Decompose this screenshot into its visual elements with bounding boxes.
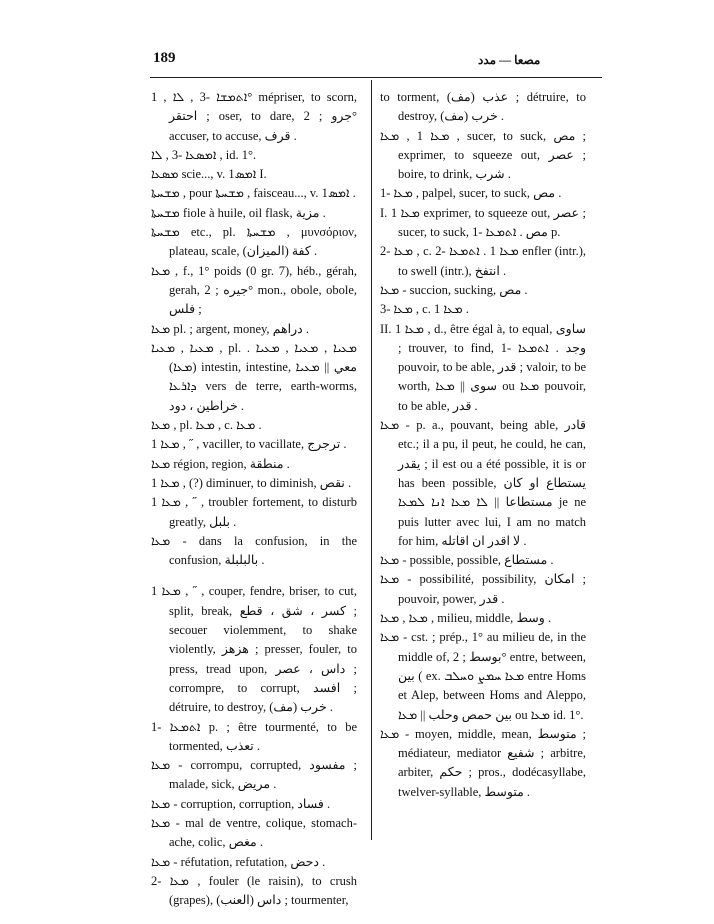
- dictionary-entry: II. ܡܥܐ 1 , d., être égal à, to equal, ساوى ; trouver, to find, وجد . ܐܬܡܥܐ -1 pouvoir, to be able, قدر ; valoir, to be worth, سوى || ܡܥܐ ou ܡܥܐ pouvoir, to be able, قدر .: [380, 321, 586, 413]
- dictionary-entry: ܡܥܐ - corruption, corruption, فساد .: [151, 796, 331, 811]
- dictionary-entry: ܡܥܐ -2 , c. ܡܥܐ 1 . ܐܬܡܥܐ -2 enfler (intr.), to swell (intr.), انتفخ .: [380, 244, 586, 278]
- dictionary-entry: ܡܥܐ - corrompu, corrupted, مفسود ; malade, sick, مريض .: [151, 758, 357, 792]
- dictionary-entry: ܡܥܐ 1 , ܡܥܐ , sucer, to suck, مص ; exprimer, to squeeze out, عصر ; boire, to drink, شرب .: [380, 128, 586, 182]
- dictionary-entry: ܡܥܐ - mal de ventre, colique, stomach-ache, colic, مغص .: [151, 815, 357, 850]
- dictionary-entry: ܡܥܐ 1 , ˝ , vaciller, to vacillate, ترجرج .: [151, 437, 347, 452]
- dictionary-entry: I. ܡܥܐ 1 exprimer, to squeeze out, عصر ; sucer, to suck, مص . ܐܬܡܥܐ -1 p.: [380, 205, 586, 240]
- dictionary-entry: ܡܥܐ pl. ; argent, money, دراهم .: [151, 321, 309, 336]
- dictionary-entry: ܡܥܐ - moyen, middle, mean, متوسط ; médiateur, mediator شفيع ; arbitre, arbiter, حكم ; pros., dodécasyllabe, twelver-syllable, متوسط .: [380, 726, 587, 799]
- dictionary-entry: ܡܥܐ 1 , (?) diminuer, to diminish, نقص .: [151, 475, 352, 490]
- dictionary-entry: ܡܥܐ -2 , fouler (le raisin), to crush (grapes), داس (العنب) ; tourmenter,: [151, 873, 357, 908]
- dictionary-entry: ܡܥܐ - réfutation, refutation, دحض .: [151, 854, 326, 869]
- page-number: 189: [153, 50, 176, 66]
- header-rule: [150, 77, 602, 78]
- left-column: [151, 88, 357, 910]
- dictionary-entry: 1 ܡܥܐ , ˝ , couper, fendre, briser, to cut, split, break, كسر ، شق ، قطع ; secouer violemment, to shake violently, هزهز ; presser, fouler, to press, tread upon, داس ، عصر ; corrompre, to corrupt, افسد ; détruire, to destroy, خرب (مف) .: [151, 584, 358, 715]
- dictionary-entry: ܡܥܐ - succion, sucking, مص .: [380, 282, 528, 297]
- dictionary-entry: ܡܥܐ - possibilité, possibility, امكان ; pouvoir, power, قدر .: [380, 572, 586, 606]
- dictionary-entry: ܡܥܐ , pl. ܡܥܐ , c. ܡܥܐ .: [151, 418, 262, 433]
- dictionary-entry: ܡܥܐ - p. a., pouvant, being able, قادر etc.; il a pu, il peut, he could, he can, يقدر ; il est ou a été possible, it is or has been possible, يستطاع او كان مستطاعا || ܠܐ ܡܥܐ ܐܢܐ ܠܡܥܐ je ne puis lutter avec lui, I am no match for him, لا اقدر ان اقاتله .: [380, 418, 587, 548]
- dictionary-entry: ܡܣܥܐ scie..., v. 1ܐܡܣ I.: [151, 167, 267, 182]
- dictionary-entry: ܡܥܝܐ , ܡܥܝܐ , pl. ܡܥܝܐ , ܡܥܝܐ , ܡܥܝܐ . (ܡܥܐ) intestin, intestine, معي || ܡܥܝܐ ܕܐܪܥܐ vers de terre, earth-worms, خراطين ، دود .: [151, 340, 357, 413]
- dictionary-entry: ܡܫܚܬܐ fiole à huile, oil flask, مزية .: [151, 205, 326, 220]
- right-column: [380, 88, 586, 802]
- dictionary-entry: ܐܡܣܥܐ -3 , ܠܐ , id. 1°.: [151, 147, 257, 162]
- running-head: مصعا — مدد: [478, 53, 541, 67]
- dictionary-entry: ܡܥܐ 1 , ˝ , troubler fortement, to disturb greatly, بلبل .: [151, 495, 357, 529]
- dictionary-entry: ܡܫܚܬܐ etc., pl. ܡܫܚܬܐ , μυνσόριον, plateau, scale, كفة (الميزان) .: [151, 225, 357, 259]
- dictionary-entry: ܡܥܐ , f., 1° poids (0 gr. 7), héb., gérah, gerah, جيره ; 2° mon., obole, obole, فلس ;: [151, 263, 358, 317]
- dictionary-entry: ܡܥܐ - cst. ; prép., 1° au milieu de, in the middle of, بوسط ; 2° entre, between, بين ( ex. ܡܥܐ ܚܡܨ ܘܚܠܒ entre Homs et Alep, between Homs and Aleppo, بين حمص وحلب || ܡܥܐ ou ܡܥܐ id. 1°.: [380, 630, 586, 722]
- dictionary-entry: ܡܥܐ , ܡܥܐ , milieu, middle, وسط .: [380, 611, 552, 626]
- dictionary-entry: ܡܥܐ région, region, منطقة .: [151, 456, 290, 471]
- dictionary-entry: ܡܥܐ - dans la confusion, in the confusion, بالبلبلة .: [151, 533, 357, 568]
- dictionary-entry: ܡܥܐ - possible, possible, مستطاع .: [380, 553, 554, 568]
- dictionary-entry: ܐܬܡܫܐ -3 , ܠܐ , 1° mépriser, to scorn, احتقر ; oser, to dare, جرو ; 2° accuser, to accuse, قرف .: [151, 90, 357, 143]
- dictionary-entry: ܡܫܚܬܐ , pour ܡܫܚܬܐ , faisceau..., v. 1ܐܡܣ .: [151, 186, 356, 201]
- column-divider: [371, 80, 372, 840]
- dictionary-entry: ܡܥܐ -1 , palpel, sucer, to suck, مص .: [380, 186, 562, 201]
- dictionary-entry: ܡܥܐ -3 , c. ܡܥܐ 1 .: [380, 302, 469, 317]
- dictionary-entry: to torment, عذب (مف) ; détruire, to destroy, خرب (مف) .: [380, 90, 587, 124]
- dictionary-entry: ܐܬܡܥܐ -1 p. ; être tourmenté, to be tormented, تعذب .: [151, 719, 358, 753]
